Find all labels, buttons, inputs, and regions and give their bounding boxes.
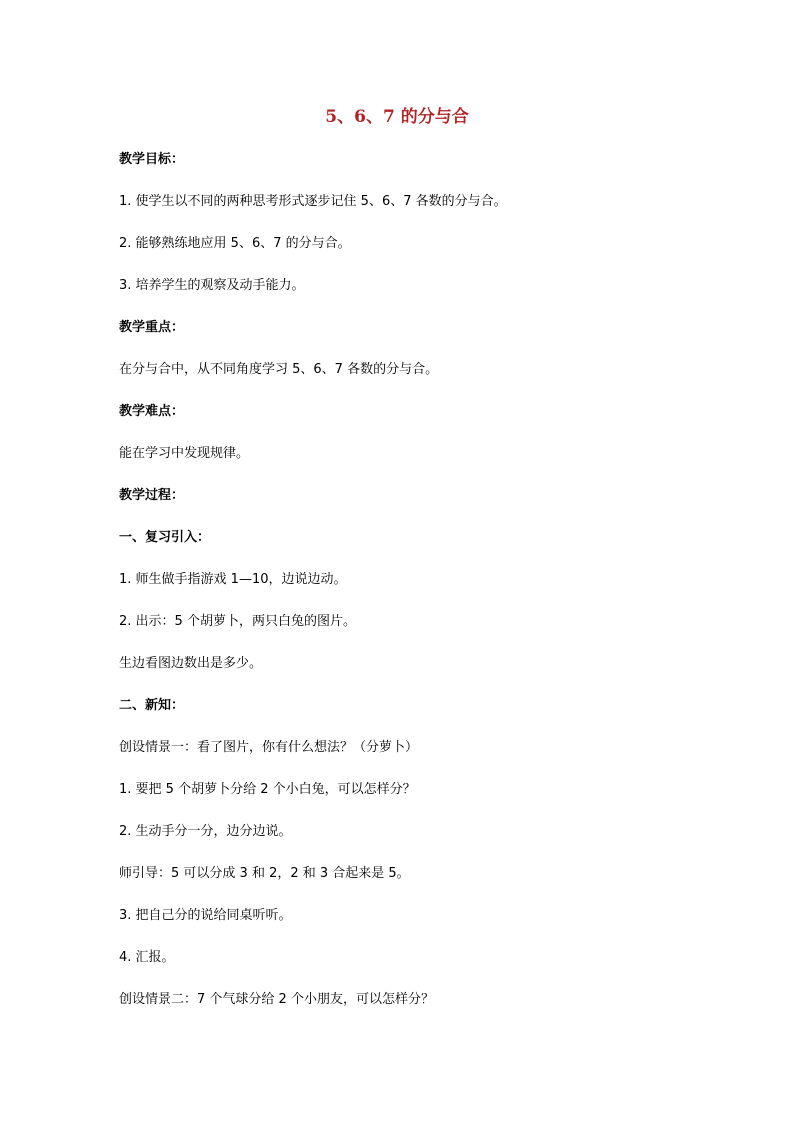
paragraph-line: 3. 把自己分的说给同桌听听。 bbox=[119, 908, 292, 923]
section-heading: 教学目标： bbox=[119, 152, 185, 167]
paragraph-line: 师引导：5 可以分成 3 和 2，2 和 3 合起来是 5。 bbox=[119, 866, 410, 881]
paragraph-line: 2. 出示：5 个胡萝卜，两只白兔的图片。 bbox=[119, 614, 356, 629]
paragraph-line: 创设情景一：看了图片，你有什么想法？（分萝卜） bbox=[119, 740, 419, 755]
paragraph-line: 2. 生动手分一分，边分边说。 bbox=[119, 824, 292, 839]
section-heading: 二、新知： bbox=[119, 698, 185, 713]
section-heading: 一、复习引入： bbox=[119, 530, 211, 545]
paragraph-line: 4. 汇报。 bbox=[119, 950, 175, 965]
paragraph-line: 在分与合中，从不同角度学习 5、6、7 各数的分与合。 bbox=[119, 362, 439, 377]
paragraph-line: 能在学习中发现规律。 bbox=[119, 446, 250, 461]
paragraph-line: 生边看图边数出是多少。 bbox=[119, 656, 263, 671]
paragraph-line: 2. 能够熟练地应用 5、6、7 的分与合。 bbox=[119, 236, 351, 251]
section-heading: 教学重点： bbox=[119, 320, 185, 335]
paragraph-line: 3. 培养学生的观察及动手能力。 bbox=[119, 278, 305, 293]
paragraph-line: 1. 要把 5 个胡萝卜分给 2 个小白兔，可以怎样分？ bbox=[119, 782, 416, 797]
paragraph-line: 1. 师生做手指游戏 1—10，边说边动。 bbox=[119, 572, 347, 587]
page-title: 5、6、7 的分与合 bbox=[325, 107, 469, 127]
paragraph-line: 创设情景二：7 个气球分给 2 个小朋友，可以怎样分？ bbox=[119, 992, 434, 1007]
section-heading: 教学难点： bbox=[119, 404, 185, 419]
section-heading: 教学过程： bbox=[119, 488, 185, 503]
paragraph-line: 1. 使学生以不同的两种思考形式逐步记住 5、6、7 各数的分与合。 bbox=[119, 194, 507, 209]
